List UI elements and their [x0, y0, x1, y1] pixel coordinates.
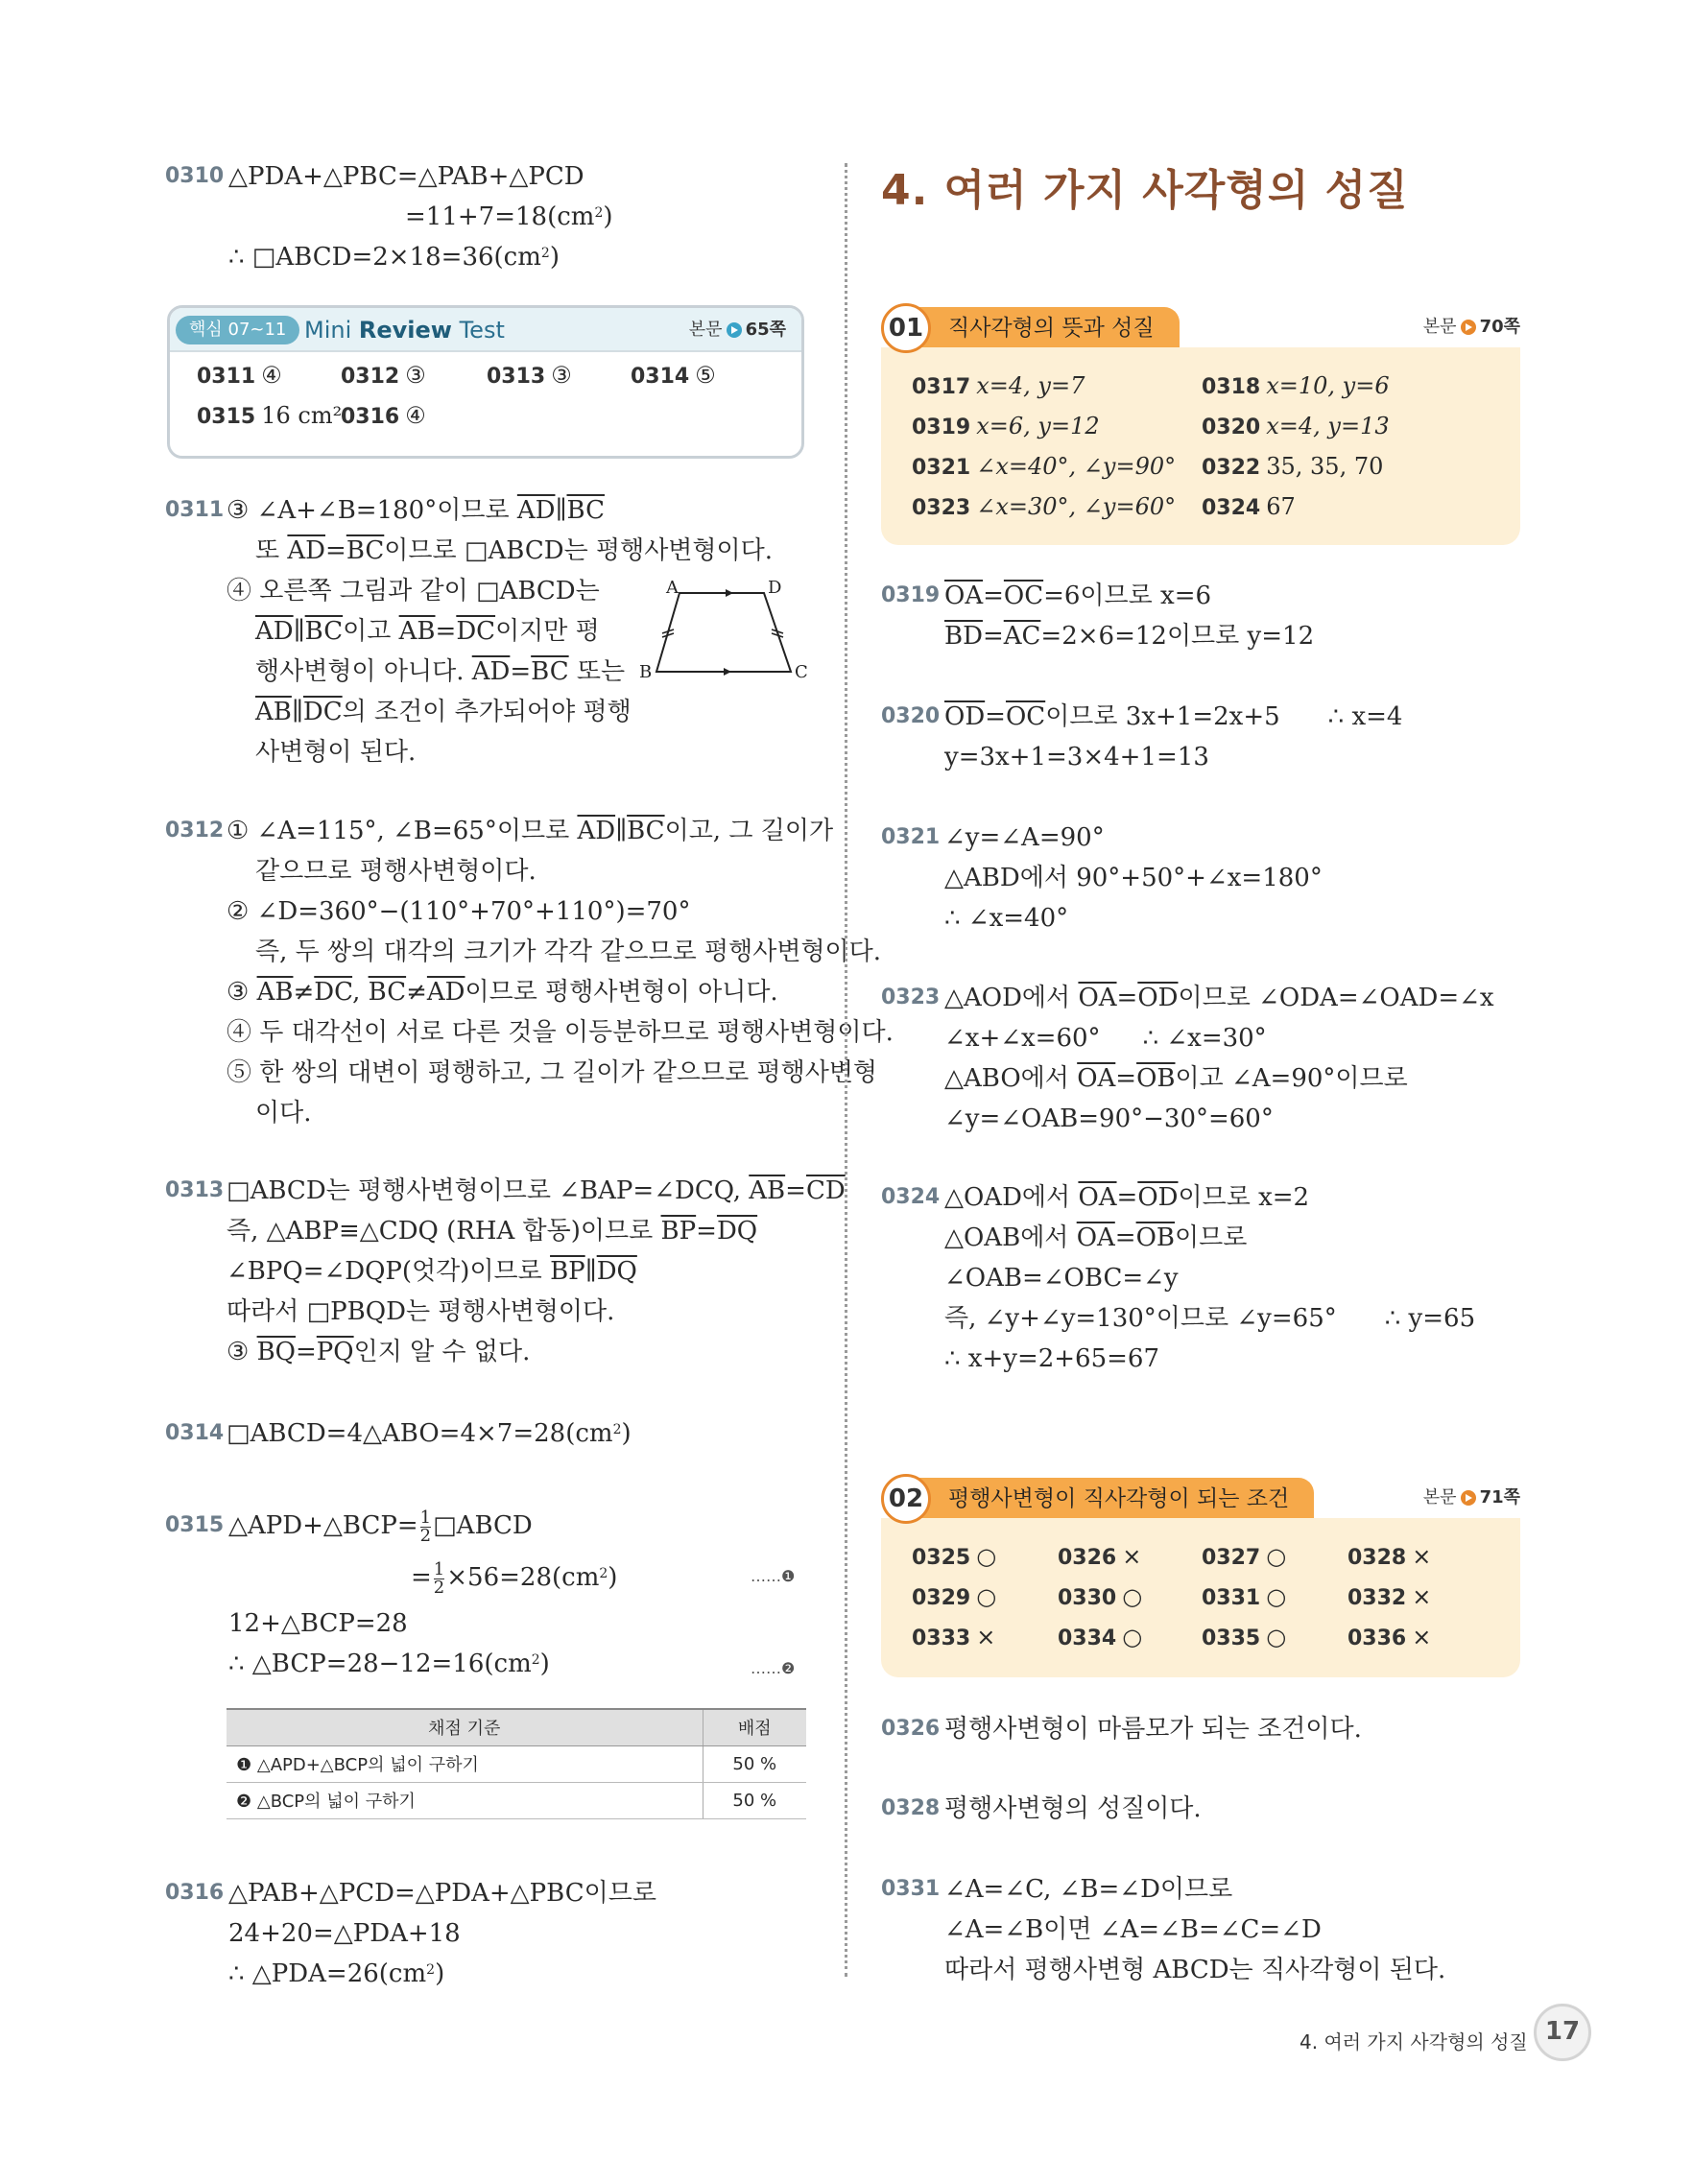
section-02-answers — [881, 1518, 1520, 1677]
column-divider — [845, 163, 847, 1977]
problem-number: 0320 — [881, 704, 941, 728]
section-02-header — [881, 1474, 1520, 1524]
answer-item: 0312 ③ — [341, 362, 426, 389]
solution-line: ∴ $\triangle BCP=28-12=16(cm^2)$ — [228, 1650, 550, 1678]
criteria-cell: ❶ △APD+△BCP의 넓이 구하기 — [227, 1745, 703, 1782]
solution-line: 따라서 □PBQD는 평행사변형이다. — [227, 1297, 615, 1326]
solution-line: $\overline{OD}=\overline{OC}$이므로 3x+1=2x+5 ∴ x=4 — [944, 702, 1403, 731]
points-cell: 50 % — [703, 1782, 806, 1818]
answer-item: 0325 ○ — [912, 1543, 997, 1570]
trapezoid-figure — [633, 574, 816, 685]
arrow-icon — [1461, 1490, 1476, 1506]
problem-0324 — [881, 1177, 1534, 1379]
answer-item: 0319 x=6, y=12 — [912, 413, 1100, 439]
problem-number: 0328 — [881, 1796, 941, 1820]
answer-item: 0316 ④ — [341, 402, 426, 429]
answer-item: 0331 ○ — [1202, 1583, 1287, 1610]
solution-line: ∠BPQ=∠DQP(엇각)이므로 $\overline{BP}\parallel\overline{DQ}$ — [227, 1257, 637, 1286]
scoring-row — [227, 1782, 806, 1818]
solution-line: ∠A=∠B이면 ∠A=∠B=∠C=∠D — [944, 1915, 1322, 1944]
problem-0323 — [881, 978, 1534, 1139]
scoring-row — [227, 1745, 806, 1782]
mini-review-title: Mini Review Test — [304, 317, 505, 344]
fraction-one-half: $\frac{1}{2}$ — [419, 1507, 432, 1546]
page-footer: 4. 여러 가지 사각형의 성질 — [1300, 2030, 1528, 2053]
answer-item: 0324 67 — [1202, 493, 1296, 520]
problem-number: 0311 — [165, 498, 225, 522]
solution-line: ⑤ 한 쌍의 대변이 평행하고, 그 길이가 같으므로 평행사변형 — [227, 1058, 878, 1087]
solution-line: = $\frac{1}{2}$ $\times 56=28(cm^2)$ — [411, 1558, 618, 1598]
problem-number: 0310 — [165, 164, 225, 188]
scoring-table — [227, 1708, 806, 1819]
solution-line: ∠y=∠OAB=90°−30°=60° — [944, 1104, 1274, 1133]
answer-item: 0333 × — [912, 1624, 996, 1650]
solution-line: ∴ $□ABCD=2\times 18=36(cm^2)$ — [228, 243, 560, 272]
solution-line: $□ABCD=4\triangle ABO=4\times 7=28(cm^2)$ — [227, 1419, 632, 1448]
problem-number: 0315 — [165, 1513, 225, 1537]
solution-line: ① ∠A=115°, ∠B=65°이므로 $\overline{AD}\parallel\overline{BC}$이고, 그 길이가 — [227, 817, 834, 845]
solution-line: ③ $\overline{AB}\ne\overline{DC}$, $\overline{BC}\ne\overline{AD}$이므로 평행사변형이 아니다. — [227, 978, 778, 1007]
problem-0328 — [881, 1789, 1534, 1829]
answer-item: 0323 ∠x=30°, ∠y=60° — [912, 493, 1177, 520]
solution-line: 즉, △ABP≡△CDQ (RHA 합동)이므로 $\overline{BP}=\overline{DQ}$ — [227, 1217, 758, 1246]
problem-number: 0316 — [165, 1881, 225, 1905]
answer-item: 0327 ○ — [1202, 1543, 1287, 1570]
answer-item: 0334 ○ — [1058, 1624, 1143, 1650]
arrow-mark — [724, 668, 731, 676]
solution-line: $\overline{BD}=\overline{AC}=2\times 6=12$이므로 y=12 — [944, 622, 1315, 651]
scoring-header-row — [227, 1709, 806, 1745]
solution-line: 행사변형이 아니다. $\overline{AD}=\overline{BC}$ 또는 — [255, 657, 626, 686]
solution-line: ∠y=∠A=90° — [944, 823, 1105, 852]
answer-item: 0315 16 cm² — [197, 402, 343, 429]
solution-line: △PAB+△PCD=△PDA+△PBC이므로 — [228, 1879, 657, 1908]
solution-line: 같으므로 평행사변형이다. — [255, 857, 537, 886]
solution-line: △ABO에서 $\overline{OA}=\overline{OB}$이고 ∠A=90°이므로 — [944, 1064, 1408, 1093]
solution-line: ∠x+∠x=60° ∴ ∠x=30° — [944, 1024, 1267, 1053]
points-cell: 50 % — [703, 1745, 806, 1782]
criteria-cell: ❷ △BCP의 넓이 구하기 — [227, 1782, 703, 1818]
answer-item: 0328 × — [1347, 1543, 1432, 1570]
problem-number: 0321 — [881, 825, 941, 849]
answer-item: 0314 ⑤ — [631, 362, 716, 389]
solution-line: 사변형이 된다. — [255, 738, 417, 767]
solution-line: △AOD에서 $\overline{OA}=\overline{OD}$이므로 ∠ODA=∠OAD=∠x — [944, 984, 1494, 1012]
answer-item: 0335 ○ — [1202, 1624, 1287, 1650]
answer-item: 0322 35, 35, 70 — [1202, 453, 1384, 480]
solution-line: △PDA+△PBC=△PAB+△PCD — [228, 162, 584, 191]
answer-item: 0321 ∠x=40°, ∠y=90° — [912, 453, 1177, 480]
problem-number: 0324 — [881, 1185, 941, 1209]
solution-line: 평행사변형이 마름모가 되는 조건이다. — [944, 1715, 1362, 1744]
section-01-answers — [881, 347, 1520, 545]
solution-line: 즉, 두 쌍의 대각의 크기가 각각 같으므로 평행사변형이다. — [255, 938, 882, 966]
section-title: 직사각형의 뜻과 성질 — [906, 307, 1180, 349]
problem-number: 0319 — [881, 583, 941, 607]
problem-number: 0313 — [165, 1178, 225, 1202]
section-01-header — [881, 303, 1520, 353]
problem-number: 0331 — [881, 1877, 941, 1901]
section-number: 02 — [881, 1474, 931, 1524]
solution-line: 이다. — [255, 1099, 312, 1128]
solution-line: △APD+△BCP= $\frac{1}{2}$ □ABCD — [228, 1507, 533, 1546]
solution-line: ∠A=∠C, ∠B=∠D이므로 — [944, 1875, 1233, 1904]
problem-number: 0326 — [881, 1717, 941, 1741]
trapezoid-shape — [656, 593, 791, 672]
solution-line: ③ $\overline{BQ}=\overline{PQ}$인지 알 수 없다. — [227, 1338, 531, 1366]
answer-item: 0332 × — [1347, 1583, 1432, 1610]
solution-line: ∴ $\triangle PDA=26(cm^2)$ — [228, 1959, 445, 1988]
answer-item: 0318 x=10, y=6 — [1202, 372, 1390, 399]
problem-0313 — [165, 1171, 846, 1372]
problem-0312 — [165, 811, 894, 1133]
page-reference: 본문 65쪽 — [688, 320, 786, 340]
arrow-icon — [1461, 320, 1476, 335]
solution-line: y=3x+1=3×4+1=13 — [944, 743, 1209, 772]
solution-line: $\overline{AB}\parallel\overline{DC}$의 조건이 추가되어야 평행 — [255, 698, 632, 726]
arrow-mark — [726, 589, 733, 597]
problem-0316 — [165, 1873, 818, 1994]
solution-line: 12+△BCP=28 — [228, 1609, 408, 1638]
solution-line: $\overline{OA}=\overline{OC}=6$이므로 x=6 — [944, 582, 1212, 610]
vertex-label-a: A — [666, 578, 679, 598]
solution-line: 또 $\overline{AD}=\overline{BC}$이므로 □ABCD는 평행사변형이다. — [255, 536, 774, 565]
solution-line: □ABCD는 평행사변형이므로 ∠BAP=∠DCQ, $\overline{AB}=\overline{CD}$ — [227, 1176, 846, 1205]
vertex-label-d: D — [768, 578, 782, 598]
solution-line: ∴ x+y=2+65=67 — [944, 1344, 1160, 1373]
points-header: 배점 — [703, 1709, 806, 1745]
solution-line: △OAD에서 $\overline{OA}=\overline{OD}$이므로 x=2 — [944, 1183, 1310, 1212]
problem-0331 — [881, 1869, 1534, 1990]
answer-item: 0329 ○ — [912, 1583, 997, 1610]
page-reference: 본문 71쪽 — [1422, 1487, 1520, 1507]
core-range-pill: 핵심 07~11 — [176, 316, 299, 344]
step-marker-1: ……❶ — [751, 1567, 796, 1585]
problem-0320 — [881, 697, 1534, 777]
solution-line: ∠OAB=∠OBC=∠y — [944, 1264, 1179, 1293]
arrow-icon — [727, 322, 742, 338]
solution-line: $\overline{AD}\parallel\overline{BC}$이고 $\overline{AB}=\overline{DC}$이지만 평 — [255, 617, 600, 646]
mini-review-test-box — [167, 305, 804, 459]
chapter-title: 4. 여러 가지 사각형의 성질 — [881, 166, 1409, 215]
answer-item: 0317 x=4, y=7 — [912, 372, 1085, 399]
problem-0321 — [881, 818, 1534, 938]
page-number: 17 — [1534, 2004, 1591, 2061]
fraction-one-half: $\frac{1}{2}$ — [433, 1558, 445, 1598]
answer-item: 0320 x=4, y=13 — [1202, 413, 1390, 439]
mini-review-header — [170, 308, 801, 352]
solution-line: △OAB에서 $\overline{OA}=\overline{OB}$이므로 — [944, 1223, 1248, 1252]
problem-number: 0314 — [165, 1421, 225, 1445]
answer-item: 0311 ④ — [197, 362, 282, 389]
solution-line: ③ ∠A+∠B=180°이므로 $\overline{AD}\parallel\overline{BC}$ — [227, 496, 605, 525]
vertex-label-c: C — [795, 662, 808, 682]
page-reference: 본문 70쪽 — [1422, 317, 1520, 337]
answer-item: 0326 × — [1058, 1543, 1142, 1570]
problem-0314 — [165, 1413, 818, 1454]
solution-line: 따라서 평행사변형 ABCD는 직사각형이 된다. — [944, 1956, 1446, 1984]
answer-item: 0336 × — [1347, 1624, 1432, 1650]
criteria-header: 채점 기준 — [227, 1709, 703, 1745]
problem-0326 — [881, 1709, 1534, 1749]
solution-line: $=11+7=18(cm^2)$ — [405, 202, 613, 231]
problem-number: 0323 — [881, 985, 941, 1009]
solution-line: ④ 오른쪽 그림과 같이 □ABCD는 — [227, 577, 600, 605]
solution-line: △ABD에서 90°+50°+∠x=180° — [944, 864, 1323, 892]
solution-line: ② ∠D=360°−(110°+70°+110°)=70° — [227, 897, 691, 926]
section-number: 01 — [881, 303, 931, 353]
problem-0315 — [165, 1500, 818, 1684]
solution-line: 24+20=△PDA+18 — [228, 1919, 461, 1948]
answer-item: 0313 ③ — [487, 362, 572, 389]
solution-line: 평행사변형의 성질이다. — [944, 1794, 1202, 1823]
problem-0310 — [165, 156, 818, 277]
problem-0319 — [881, 576, 1534, 656]
section-title: 평행사변형이 직사각형이 되는 조건 — [906, 1478, 1314, 1520]
problem-number: 0312 — [165, 819, 225, 843]
step-marker-2: ……❷ — [751, 1659, 796, 1677]
solution-line: 즉, ∠y+∠y=130°이므로 ∠y=65° ∴ y=65 — [944, 1304, 1476, 1333]
answer-item: 0330 ○ — [1058, 1583, 1143, 1610]
vertex-label-b: B — [639, 662, 653, 682]
solution-line: ∴ ∠x=40° — [944, 904, 1069, 933]
solution-line: ④ 두 대각선이 서로 다른 것을 이등분하므로 평행사변형이다. — [227, 1018, 894, 1047]
